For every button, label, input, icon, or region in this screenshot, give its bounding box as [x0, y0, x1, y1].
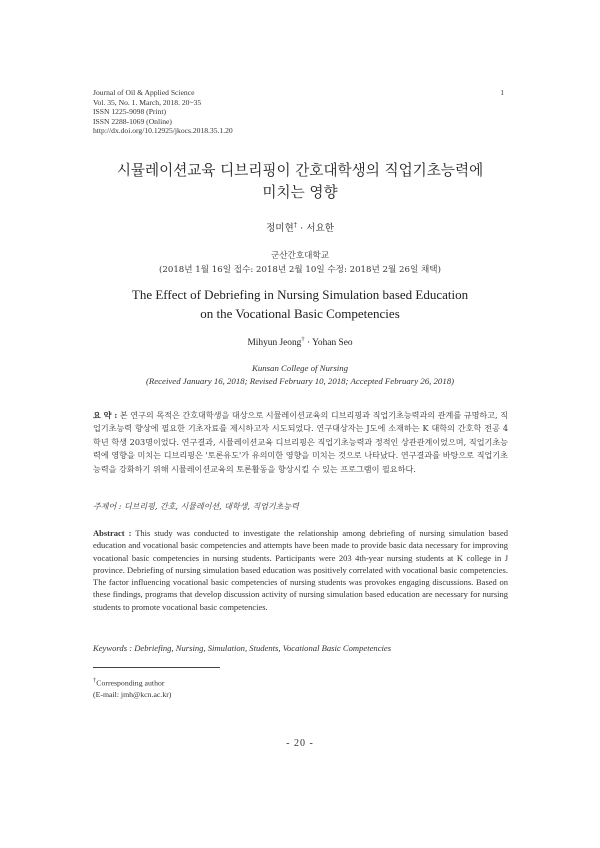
footnote-line1: Corresponding author [96, 678, 165, 688]
journal-name: Journal of Oil & Applied Science [93, 88, 195, 97]
footnote-divider [93, 667, 220, 668]
english-title-line1: The Effect of Debriefing in Nursing Simulation based Education [131, 287, 469, 302]
english-dates: (Received January 16, 2018; Revised February 10, 2018; Accepted February 26, 2018) [145, 376, 455, 386]
korean-author1: 정미현 [265, 223, 294, 234]
english-dagger: † [301, 336, 305, 343]
korean-title-line2: 미치는 영향 [262, 184, 338, 201]
english-author-sep: · [304, 338, 313, 349]
korean-title [0, 160, 600, 204]
korean-author2: 서요한 [306, 223, 335, 234]
english-authors [0, 336, 600, 348]
english-abstract-text: This study was conducted to investigate the relationship among debriefing of nursing simulation based education and vocational basic competencies and attempts have been made to provide basic data necessary for improving vocational basic competencies in nursing students. Participants were 203 4th-year nursing students at K college in J province. Debriefing of nursing simulation based education was positively correlated with vocational basic competencies. The factor influencing vocational basic competencies of nursing students was provokes engaging discussions. Based on these findings, programs that develop discussion activity of nursing simulation based education are necessary for nursing students to promote vocational basic competencies. [93, 528, 508, 612]
english-keywords: Keywords : Debriefing, Nursing, Simulation, Students, Vocational Basic Competencies [93, 643, 392, 653]
english-author1: Mihyun Jeong [247, 338, 302, 349]
korean-affiliation: 군산간호대학교 [270, 251, 330, 261]
korean-abstract-label: 요 약 : [93, 410, 118, 420]
korean-author-sep: · [297, 223, 307, 234]
korean-abstract [93, 409, 508, 476]
english-abstract [93, 527, 508, 613]
korean-abstract-text: 본 연구의 목적은 간호대학생을 대상으로 시뮬레이션교육의 디브리핑과 직업기초능력과의 관계를 규명하고, 직업기초능력 향상에 필요한 기초자료를 제시하고자 시도되었다. 연구대상자는 J도에 소재하는 K 대학의 간호학 전공 4학년 학생 203명이었다. 연구결과, 시뮬레이션교육 디브리핑은 직업기초능력과 정적인 상관관계이었으며, 직업기초능력에 영향을 미치는 디브리핑은 '토론유도'가 유의미한 영향을 미치는 것으로 나타났다. 연구결과를 바탕으로 직업기초능력을 강화하기 위해 시뮬레이션교육의 토론활동을 향상시킬 수 있는 프로그램이 필요하다. [93, 410, 508, 474]
issn-print: ISSN 1225-9098 (Print) [93, 107, 166, 117]
english-affiliation: Kunsan College of Nursing [251, 363, 349, 373]
page-number-footer: - 20 - [286, 738, 314, 749]
english-title [0, 286, 600, 323]
page-number-top: 1 [500, 88, 504, 97]
journal-volume: Vol. 35, No. 1. March, 2018. 20~35 [93, 97, 202, 107]
korean-title-line1: 시뮬레이션교육 디브리핑이 간호대학생의 직업기초능력에 [116, 162, 484, 179]
journal-header [93, 88, 233, 136]
english-author2: Yohan Seo [312, 338, 353, 349]
footnote-email: (E-mail: jmh@kcn.ac.kr) [93, 689, 172, 699]
english-abstract-label: Abstract : [93, 528, 132, 538]
korean-keywords: 주제어 : 디브리핑, 간호, 시뮬레이션, 대학생, 직업기초능력 [93, 502, 299, 511]
english-title-line2: on the Vocational Basic Competencies [200, 305, 400, 321]
doi-link[interactable]: http://dx.doi.org/10.12925/jkocs.2018.35.1.20 [93, 126, 233, 136]
korean-dagger: † [293, 220, 298, 229]
issn-online: ISSN 2288-1069 (Online) [93, 116, 172, 126]
korean-dates: (2018년 1월 16일 접수: 2018년 2월 10일 수정: 2018년 2월 26일 채택) [159, 265, 441, 275]
footnote [93, 675, 171, 700]
korean-authors [0, 220, 600, 234]
footnote-dagger: † [93, 677, 97, 684]
